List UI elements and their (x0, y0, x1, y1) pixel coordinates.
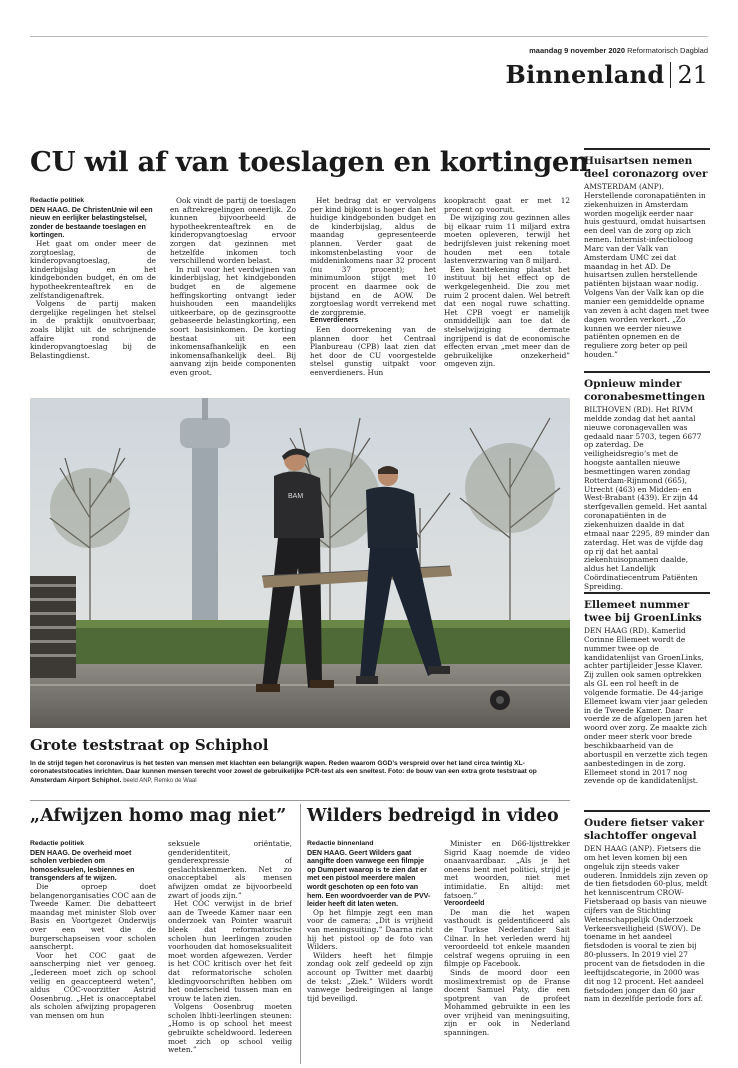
brief-body: BILTHOVEN (RD). Het RIVM meldde zondag dat het aantal nieuwe coronagevallen was gedaald naar 5703, tegen 6677 op zaterdag. De veiligheidsregio’s met de hoogste aantallen nieuwe besmettingen waren zondag Rotterdam-Rijnmond (665), Utrecht (463) en Midden- en West-Brabant (439). Er zijn 44 sterfgevallen gemeld. Het aantal coronapatiënten in de ziekenhuizen daalde in dat etmaal naar 2295, 89 minder dan zaterdag. Het was de vijfde dag op rij dat het aantal ziekenhuisopnamen daalde, aldus het Landelijk Coördinatiecentrum Patiënten Spreiding. (584, 405, 710, 591)
paragraph: Op het filmpje zegt een man voor de camera: „Dit is vrijheid van meningsuiting.” Daarna richt hij het pistool op de foto van Wilders. (307, 907, 433, 952)
brief-item (584, 148, 710, 360)
paragraph: Minister en D66-lijsttrekker Sigrid Kaag noemde de video onaanvaardbaar. „Als je het oneens bent met politici, strijd je met woorden, niet met intimidatie. En altijd: met fatsoen.” (444, 840, 570, 900)
paragraph: In ruil voor het verdwijnen van kinderbijslag, het kindgebonden budget en de algemene heffingskorting ontvangt ieder huishouden een maandelijks uitkeerbare, op de gezinsgrootte gebaseerde belastingkorting, een soort basisinkomen. De korting bestaat uit een inkomensafhankelijk en een inkomensafhankelijk deel. Bij aanvang zijn beide componenten even groot. (170, 264, 296, 377)
main-article-column-1 (30, 197, 156, 387)
brief-rule (584, 592, 710, 594)
main-article-column-2 (170, 197, 296, 387)
paragraph: Een doorrekening van de plannen door het Centraal Planbureau (CPB) laat zien dat het door de CU voorgestelde stelsel gunstig uitpakt voor eenverdieners. Hun (310, 324, 436, 377)
shirt-logo: BAM (288, 493, 304, 500)
paragraph: Die oproep doet belangenorganisaties COC aan de Tweede Kamer. Die debatteert maandag met minister Slob over Basis en Voortgezet Onderwijs over een wet die de burgerschapseisen voor scholen aanscherpt. (30, 881, 156, 952)
paragraph: Het COC verwijst in de brief aan de Tweede Kamer naar een onderzoek van Pointer waaruit bleek dat reformatorische scholen hun leerlingen zouden voorhouden dat homoseksualiteit moet worden afgewezen. Verder is het COC kritisch over het feit dat reformatorische scholen kledingvoorschriften hebben om het onderscheid tussen man en vrouw te laten zien. (168, 899, 292, 1003)
photo-caption-title: Grote teststraat op Schiphol (30, 736, 269, 754)
section-divider (670, 62, 671, 88)
homo-article-byline: Redactie politiek (30, 840, 85, 847)
brief-rule (584, 371, 710, 373)
paragraph: Volgens de partij maken dergelijke regelingen het stelsel in de praktijk onuitvoerbaar, zoals blijkt uit de schrijnende affaire rond de kinderopvangtoeslag bij de Belastingdienst. (30, 299, 156, 360)
brief-item (584, 592, 710, 786)
homo-article-title: „Afwijzen homo mag niet” (30, 806, 287, 826)
brief-rule (584, 810, 710, 812)
wilders-article-column-1 (307, 840, 433, 1062)
brief-body: DEN HAAG (ANP). Fietsers die om het leven komen bij een ongeluk zijn steeds vaker ouderen. Inmiddels zijn zeven op de tien fietsdoden 60-plus, meldt het kenniscentrum CROW-Fietsberaad op basis van nieuwe cijfers van de Stichting Wetenschappelijk Onderzoek Verkeersveiligheid (SWOV). De toename in het aandeel fietsdoden is vooral te zien bij 80-plussers. In 2019 viel 27 procent van de fietsdoden in die leeftijdscategorie, in 2000 was dit nog 12 procent. Het aandeel fietsdoden jonger dan 60 jaar nam in dezelfde periode fors af. (584, 844, 708, 1004)
homo-article-column-2 (168, 840, 292, 1062)
column-separator (300, 804, 301, 1064)
issue-date: maandag 9 november 2020 (529, 46, 626, 55)
brief-title: Opnieuw minder coronabesmettingen (584, 378, 706, 403)
photo-credit: beeld ANP, Remko de Waal (123, 777, 197, 784)
paper-name: Reformatorisch Dagblad (627, 46, 708, 55)
main-article-column-4 (444, 197, 570, 387)
brief-rule (584, 148, 710, 150)
news-photo (30, 398, 570, 728)
brief-item (584, 371, 710, 592)
section-name: Binnenland (505, 60, 665, 89)
main-article-column-3 (310, 197, 436, 387)
subhead: Eenverdieners (310, 317, 359, 325)
section-header (506, 60, 708, 89)
photo-caption (30, 760, 570, 785)
brief-item (584, 810, 710, 1004)
paragraph: Sinds de moord door een moslimextremist op de Franse docent Samuel Paty, die een spotprent van de profeet Mohammed gebruikte in een les over vrijheid van meningsuiting, zijn er ook in Nederland spanningen. (444, 967, 570, 1038)
brief-body: DEN HAAG (RD). Kamerlid Corinne Ellemeet wordt de nummer twee op de kandidatenlijst van GroenLinks, achter partijleider Jesse Klaver. Zij zullen ook samen optrekken als GL een rol heeft in de volgende formatie. De 44-jarige Ellemeet kwam vier jaar geleden in de Tweede Kamer. Daar voerde ze de afgelopen jaren het woord over zorg. Ze maakte zich onder meer sterk voor brede beschikbaarheid van de abortuspil en verzette zich tegen aanbestedingen in de zorg. Ellemeet stond in 2017 nog zevende op de kandidatenlijst. (584, 626, 708, 786)
brief-body: AMSTERDAM (ANP). Herstellende coronapatiënten in ziekenhuizen in Amsterdam worden mogelijk eerder naar huis gestuurd, omdat huisartsen een deel van de zorg op zich nemen. Internist-infectioloog Marc van der Valk van Amsterdam UMC zei dat maandag in het AD. De huisartsen zullen herstellende patiënten bijstaan waar nodig. Volgens Van der Valk kan op die manier een gemiddelde opname van zeven à acht dagen met twee dagen worden verkort. „Zo kunnen we eerder nieuwe patiënten opnemen en de reguliere zorg beter op peil houden.” (584, 182, 710, 360)
paragraph: Voor het COC gaat de aanscherping niet ver genoeg. „Iedereen moet zich op school veilig en geaccepteerd weten”, aldus COC-voorzitter Astrid Oosenbrug. „Het is onacceptabel als scholen afwijzing propageren van mensen om hun (30, 950, 156, 1020)
homo-article-lead: DEN HAAG. De overheid moet scholen verbieden om homoseksuelen, lesbiennes en transgenders af te wijzen. (30, 848, 135, 883)
paragraph: De wijziging zou gezinnen alles bij elkaar ruim 11 miljard extra moeten opleveren, terwijl het bedrijfsleven juist rekening moet houden met een totale lastenverzwaring van 8 miljard. (444, 213, 570, 266)
homo-article-column-1 (30, 840, 156, 1062)
paragraph: Een kanttekening plaatst het instituut bij het effect op de werkgelegenheid. Die zou met ruim 2 procent dalen. Wel betreft dat een nogal ruwe schatting. Het CPB voegt er namelijk onmiddellijk aan toe dat de stelselwijziging dermate ingrijpend is dat de economische effecten ervan „met meer dan de gebruikelijke onzekerheid” omgeven zijn. (444, 264, 570, 369)
paragraph: Wilders heeft het filmpje zondag ook zelf gedeeld op zijn account op Twitter met daarbij de tekst: „Ziek.” Wilders wordt vanwege bedreigingen al lange tijd beveiligd. (307, 950, 433, 1003)
wilders-article-title: Wilders bedreigd in video (307, 806, 559, 826)
caption-body: In de strijd tegen het coronavirus is het testen van mensen met klachten een belangrijk wapen. Reden waarom GGD’s verspreid over het land circa twintig XL-coronateststocaties inrichten. Daar kunnen mensen terecht voor zowel de gebruikelijke PCR-test als een sneltest. Foto: de bouw van een extra grote teststraat op Amsterdam Airport Schiphol. (30, 760, 537, 784)
wilders-article-lead: DEN HAAG. Geert Wilders gaat aangifte doen vanwege een filmpje op Dumpert waarop is te zien dat er met een pistool meerdere malen wordt geschoten op een foto van hem. Een woordvoerder van de PVV-leider heeft dit laten weten. (307, 848, 431, 909)
page-number: 21 (677, 60, 708, 89)
brief-title: Oudere fietser vaker slachtoffer ongeval (584, 817, 705, 842)
brief-title: Ellemeet nummer twee bij GroenLinks (584, 599, 702, 624)
wilders-article-column-2 (444, 840, 570, 1062)
main-article-title: CU wil af van toeslagen en kortingen (30, 146, 589, 178)
paragraph: Het gaat om onder meer de zorgtoeslag, de kinderopvangtoeslag, de kinderbijslag en het kindgebonden budget, én om de hypotheekrenteaftrek en de zelfstandigenaftrek. (30, 238, 156, 300)
schiphol-teststraat-photo (30, 398, 570, 728)
dateline (529, 46, 708, 55)
paragraph: De man die het wapen vasthoudt is geïdentificeerd als de Turkse Nederlander Sait Cilnar. In het verleden werd hij veroordeeld tot enkele maanden celstraf wegens opruiing in een filmpje op Facebook. (444, 907, 570, 969)
top-rule (30, 36, 708, 37)
main-article-lead: DEN HAAG. De ChristenUnie wil een nieuw en eerlijker belastingstelsel, zonder de bestaande toeslagen en kortingen. (30, 205, 153, 240)
paragraph: Het bedrag dat er vervolgens per kind bijkomt is hoger dan het huidige kindgebonden budget en de kinderbijslag, aldus de maandag gepresenteerde plannen. Verder gaat de inkomstenbelasting voor de middeninkomens naar 32 procent (nu 37 procent); het minimumloon stijgt met 10 procent en daarmee ook de bijstand en de AOW. De zorgtoeslag wordt verrekend met de zorgpremie. (310, 197, 436, 317)
paragraph: Volgens Oosenbrug moeten scholen lhbti-leerlingen steunen: „Homo is op school het meest gebruikte scheldwoord. Iedereen moet zich op school veilig weten.” (168, 1002, 292, 1055)
paragraph: koopkracht gaat er met 12 procent op vooruit. (444, 197, 570, 214)
wilders-article-byline: Redactie binnenland (307, 840, 374, 847)
main-article-byline: Redactie politiek (30, 197, 85, 204)
subhead: Veroordeeld (444, 900, 485, 908)
paragraph: Ook vindt de partij de toeslagen en aftrekregelingen oneerlijk. Zo kunnen bijvoorbeeld de hypotheekrenteaftrek en de kinderopvangtoeslag ervoor zorgen dat gezinnen met hetzelfde inkomen toch verschillend worden belast. (170, 197, 296, 266)
lower-section-rule (30, 800, 570, 801)
paragraph: seksuele oriëntatie, genderidentiteit, genderexpressie of geslachtskenmerken. Net zo onacceptabel als mensen afwijzen omdat ze bijvoorbeeld zwart of joods zijn.” (168, 840, 292, 900)
brief-title: Huisartsen nemen deel coronazorg over (584, 155, 708, 180)
